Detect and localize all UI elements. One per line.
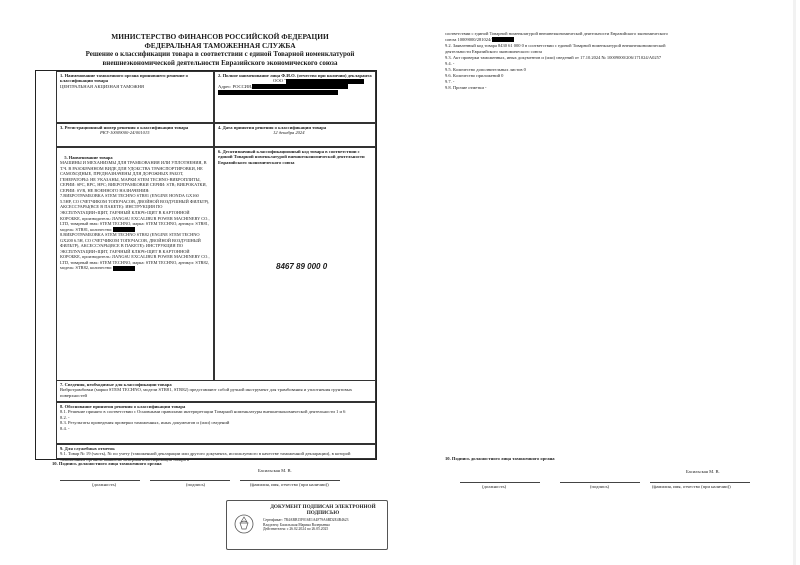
- box-3-value: РКТ-10009000-24/001015: [100, 130, 150, 136]
- position-line: [60, 480, 140, 481]
- emblem-icon: [233, 513, 255, 535]
- page-edge-shadow: [793, 0, 796, 565]
- box-4-title: 4. Дата принятия решения о классификации товара: [218, 125, 327, 130]
- box-8-line1: 8.1. Решение принято в соответствии с Основными правилами интерпретации Товарной номенклатуры внешнеэкономической деятельности 1 и 6: [60, 409, 346, 415]
- box-7-title: 7. Сведения, необходимые для классификации товара: [60, 382, 172, 387]
- box-4-value: 12 декабря 2024: [273, 130, 305, 136]
- stamp-owner: Владелец: Басильская Марина Валерьевна: [263, 522, 330, 527]
- box-7-text: Вибротрамбовки (марки STEM TECHNO, модели STR81, STR82) представляют собой ручной инструмент для трамбования и уплотнения грунтовых поверхностей: [60, 387, 353, 398]
- classification-code-value: 8467 89 000 0: [276, 262, 328, 271]
- redaction-bar: [113, 266, 135, 271]
- cont-line-7: 9.5. Количество дополнительных листов 0: [445, 67, 526, 72]
- box-2-title: 2. Полное наименование лица Ф.И.О. (отчество при наличии) декларанта: [218, 73, 372, 78]
- box-3-title: 3. Регистрационный номер решения о классификации товара: [60, 125, 189, 130]
- stamp-title: [263, 504, 383, 516]
- name-line: [240, 480, 340, 481]
- box-9-title: 9. Для служебных отметок: [60, 446, 115, 451]
- box-8-line3: 8.3. Результаты проведения проверки таможенных, иных документов и (или) сведений: [60, 420, 230, 426]
- signature-line: [560, 482, 640, 483]
- box-3-registration-number: [56, 123, 214, 147]
- cont-line-2: союза 10009000/281024/: [445, 37, 492, 42]
- redaction-bar: [492, 37, 514, 42]
- decision-title-line2: внешнеэкономической деятельности Евразийского экономического союза: [102, 59, 338, 67]
- box-2-declarant: [214, 71, 376, 123]
- cont-line-4: деятельности Евразийского экономического союза: [445, 49, 542, 54]
- name-line: [650, 482, 750, 483]
- cont-line-9: 9.7. -: [445, 79, 455, 84]
- goods-item-7: 7.ВИБРОТРАМБОВКА STEM TECHNO STR81 (ENGINE HONDA GX160 5.5HP, СО СЧЕТЧИКОМ ТОПОЧАСОВ, ДВОЙНОЙ ВОЗДУШНЫЙ ФИЛЬТР), АКСЕССУАРЫ(ВСЕ В ПАКЕТЕ): ИНСТРУКЦИЯ ПО ЭКСПЛУАТАЦИИ+ЩИТ, ГАЕЧНЫЙ КЛЮЧ+ЩИТ В КАРТОННОЙ КОРОБКЕ, производитель: JIANGSU EXCALIBUR POWER MACHINERY CO., LTD, товарный знак: STEM TECHNO, марка: STEM TECHNO, артикул: STR81, модель: STR81, количество:: [60, 193, 211, 232]
- box-1-title: 1. Наименование таможенного органа принявшего решение о классификации товара: [60, 73, 188, 84]
- stamp-title-line2: ПОДПИСЬЮ: [306, 510, 340, 516]
- box-4-decision-date: [214, 123, 376, 147]
- cont-line-8: 9.6. Количество приложений 0: [445, 73, 504, 78]
- signature-label: (подпись): [590, 484, 610, 489]
- box-1-value: ЦЕНТРАЛЬНАЯ АКЦИЗНАЯ ТАМОЖНЯ: [60, 83, 144, 89]
- service-title: ФЕДЕРАЛЬНАЯ ТАМОЖЕННАЯ СЛУЖБА: [144, 41, 296, 50]
- redaction-bar: [252, 84, 348, 89]
- redaction-bar: [286, 79, 364, 84]
- stamp-validity: Действителен: с 26.02.2024 по 26.05.2025: [263, 527, 329, 532]
- goods-item-8: 8.ВИБРОТРАМБОВКА STEM TECHNO STR82 (ENGINE STEM TECHNO GX200 6.5H, СО СЧЕТЧИКОМ ТОПОЧАСОВ, ДВОЙНОЙ ВОЗДУШНЫЙ ФИЛЬТР), АКСЕССУАРЫ(ВСЕ В ПАКЕТЕ): ИНСТРУКЦИЯ ПО ЭКСПЛУАТАЦИИ+ЩИТ, ГАЕЧНЫЙ КЛЮЧ+ЩИТ В КАРТОННОЙ КОРОБКЕ, производитель: JIANGSU EXCALIBUR POWER MACHINERY CO., LTD, товарный знак: STEM TECHNO, марка: STEM TECHNO, артикул: STR82, модель: STR82, количество:: [60, 232, 211, 271]
- signature-right-title: 10. Подпись должностного лица таможенного органа: [445, 456, 555, 461]
- decision-form: [35, 70, 377, 460]
- box-2-address: Адрес: РОССИЯ,: [218, 83, 253, 89]
- box-8-justification: [56, 402, 376, 444]
- position-line: [460, 482, 540, 483]
- redaction-bar: [218, 90, 338, 95]
- full-name-label: (фамилия, имя, отчество (при наличии)): [250, 482, 329, 487]
- box-5-title: 5. Наименование товара: [64, 154, 113, 160]
- signature-line: [150, 480, 230, 481]
- cont-line-5: 9.3. Акт проверки таможенных, иных документов и (или) сведений от 17.10.2024 № 10009000/206/171024/A0257: [445, 55, 662, 60]
- electronic-signature-stamp: [226, 500, 388, 550]
- signature-left-name: Басильская М. В.: [258, 468, 292, 473]
- cont-line-3: 9.2. Заявленный код товара 8430 61 000 0 в соответствии с единой Товарной номенклатурой внешнеэкономической: [445, 43, 666, 48]
- signature-label: (подпись): [186, 482, 206, 487]
- box-1-customs-authority: [56, 71, 214, 123]
- cont-line-10: 9.8. Прочие отметки -: [445, 85, 487, 90]
- full-name-label: (фамилия, имя, отчество (при наличии)): [652, 484, 731, 489]
- signature-left-title: 10. Подпись должностного лица таможенного органа: [52, 461, 162, 466]
- signature-right-name: Басильская М. В.: [686, 469, 720, 474]
- stamp-title-line1: ДОКУМЕНТ ПОДПИСАН ЭЛЕКТРОННОЙ: [270, 504, 376, 510]
- position-label: (должность): [92, 482, 117, 487]
- box-8-line2: 8.2. -: [60, 414, 70, 420]
- cont-line-1: соответствии с единой Товарной номенклатурой внешнеэкономической деятельности Евразийского экономического: [445, 31, 668, 36]
- box-9-service-notes: [56, 444, 376, 462]
- goods-general-text: МАШИНЫ И МЕХАНИЗМЫ ДЛЯ ТРАМБОВАНИЯ ИЛИ УПЛОТНЕНИЯ, В Т.Ч. В РАЗОБРАННОМ ВИДЕ ДЛЯ УДОБСТВА ТРАНСПОРТИРОВКИ, НЕ САМОХОДНЫЕ, ПРЕДНАЗНАЧЕНЫ ДЛЯ ДОРОЖНЫХ РАБОТ, ГЕНЕРАТОРЫ: НЕ УКАЗАНЫ, МАРКИ STEM TECHNO-ВИБРОПЛИТЫ, СЕРИИ: SPC, RPC, HPC; ВИБРОТРАМБОВКИ СЕРИИ: STR; ВИБРОКАТКИ, СЕРИИ: SVR, НЕ ВОЕННОГО НАЗНАЧЕНИЯ:: [60, 160, 208, 193]
- box-9-text: 9.1. Товар № 19 (часть), № по учету (таможенной декларации или другого документа, используемого в качестве таможенной декларации), в которой таможенным органом выявлено неверная классификация товара в: [60, 451, 351, 462]
- position-label: (должность): [482, 484, 507, 489]
- box-8-line4: 8.4. -: [60, 425, 70, 431]
- decision-title-line1: Решение о классификации товара в соответствии с единой Товарной номенклатурой: [85, 50, 355, 58]
- continuation-block: [445, 31, 775, 91]
- cont-line-6: 9.4. -: [445, 61, 455, 66]
- stamp-certificate: Сертификат: 7B4ABB15F016E1A4F79A6BD2E4B4623: [263, 518, 349, 522]
- stamp-info: [263, 518, 385, 532]
- box-2-company: ООО ": [273, 78, 286, 84]
- box-6-title: 6. Десятизначный классификационный код товара в соответствии с единой Товарной номенклатурой внешнеэкономической деятельности Евразийского экономического союза: [218, 149, 365, 165]
- box-7-classification-info: [56, 380, 376, 402]
- box-8-title: 8. Обоснование принятия решения о классификации товара: [60, 404, 186, 409]
- ministry-title: МИНИСТЕРСТВО ФИНАНСОВ РОССИЙСКОЙ ФЕДЕРАЦИИ: [111, 32, 329, 41]
- document-header: [30, 32, 410, 68]
